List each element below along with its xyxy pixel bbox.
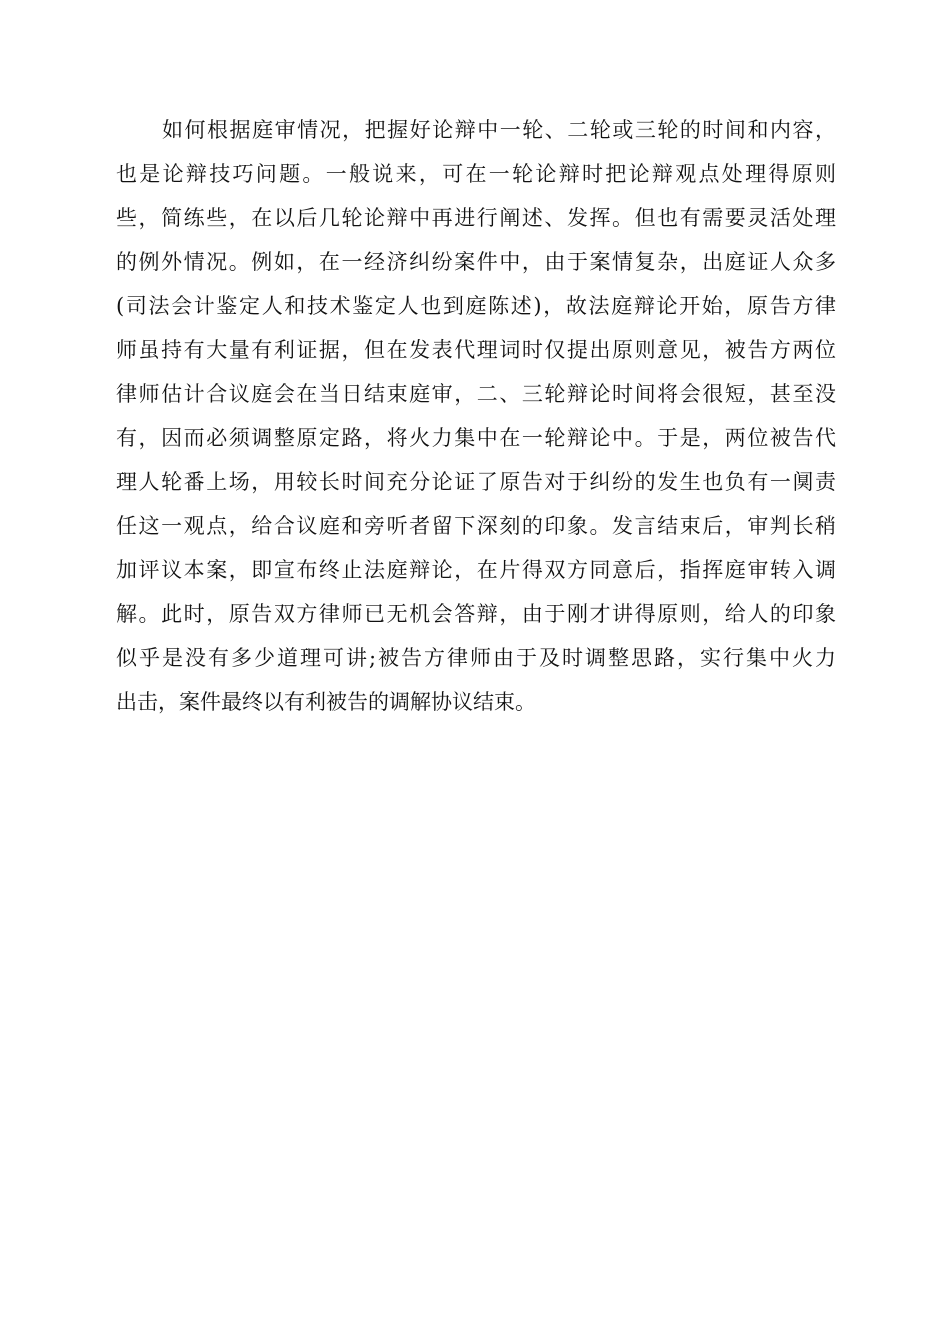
paragraph-line: 解。此时，原告双方律师已无机会答辩，由于刚才讲得原则，给人的印象 — [116, 602, 836, 626]
paragraph-line: 出击，案件最终以有利被告的调解协议结束。 — [116, 690, 536, 714]
paragraph-line: 有，因而必须调整原定路，将火力集中在一轮辩论中。于是，两位被告代 — [116, 426, 836, 450]
paragraph-line: 的例外情况。例如，在一经济纠纷案件中，由于案情复杂，出庭证人众多 — [116, 250, 836, 274]
paragraph — [116, 108, 836, 724]
paragraph-line: 理人轮番上场，用较长时间充分论证了原告对于纠纷的发生也负有一阒责 — [116, 470, 836, 494]
paragraph-line: 律师估计合议庭会在当日结束庭审，二、三轮辩论时间将会很短，甚至没 — [116, 382, 836, 406]
paragraph-line: 如何根据庭审情况，把握好论辩中一轮、二轮或三轮的时间和内容， — [162, 118, 836, 142]
paragraph-line: 些，简练些，在以后几轮论辩中再进行阐述、发挥。但也有需要灵活处理 — [116, 206, 836, 230]
paragraph-line: 加评议本案，即宣布终止法庭辩论，在片得双方同意后，指挥庭审转入调 — [116, 558, 836, 582]
paragraph-line: 也是论辩技巧问题。一般说来，可在一轮论辩时把论辩观点处理得原则 — [116, 162, 836, 186]
paragraph-line: (司法会计鉴定人和技术鉴定人也到庭陈述)，故法庭辩论开始，原告方律 — [116, 294, 836, 318]
paragraph-line: 似乎是没有多少道理可讲;被告方律师由于及时调整思路，实行集中火力 — [116, 646, 836, 670]
paragraph-line: 师虽持有大量有利证据，但在发表代理词时仅提出原则意见，被告方两位 — [116, 338, 836, 362]
paragraph-line: 任这一观点，给合议庭和旁听者留下深刻的印象。发言结束后，审判长稍 — [116, 514, 836, 538]
